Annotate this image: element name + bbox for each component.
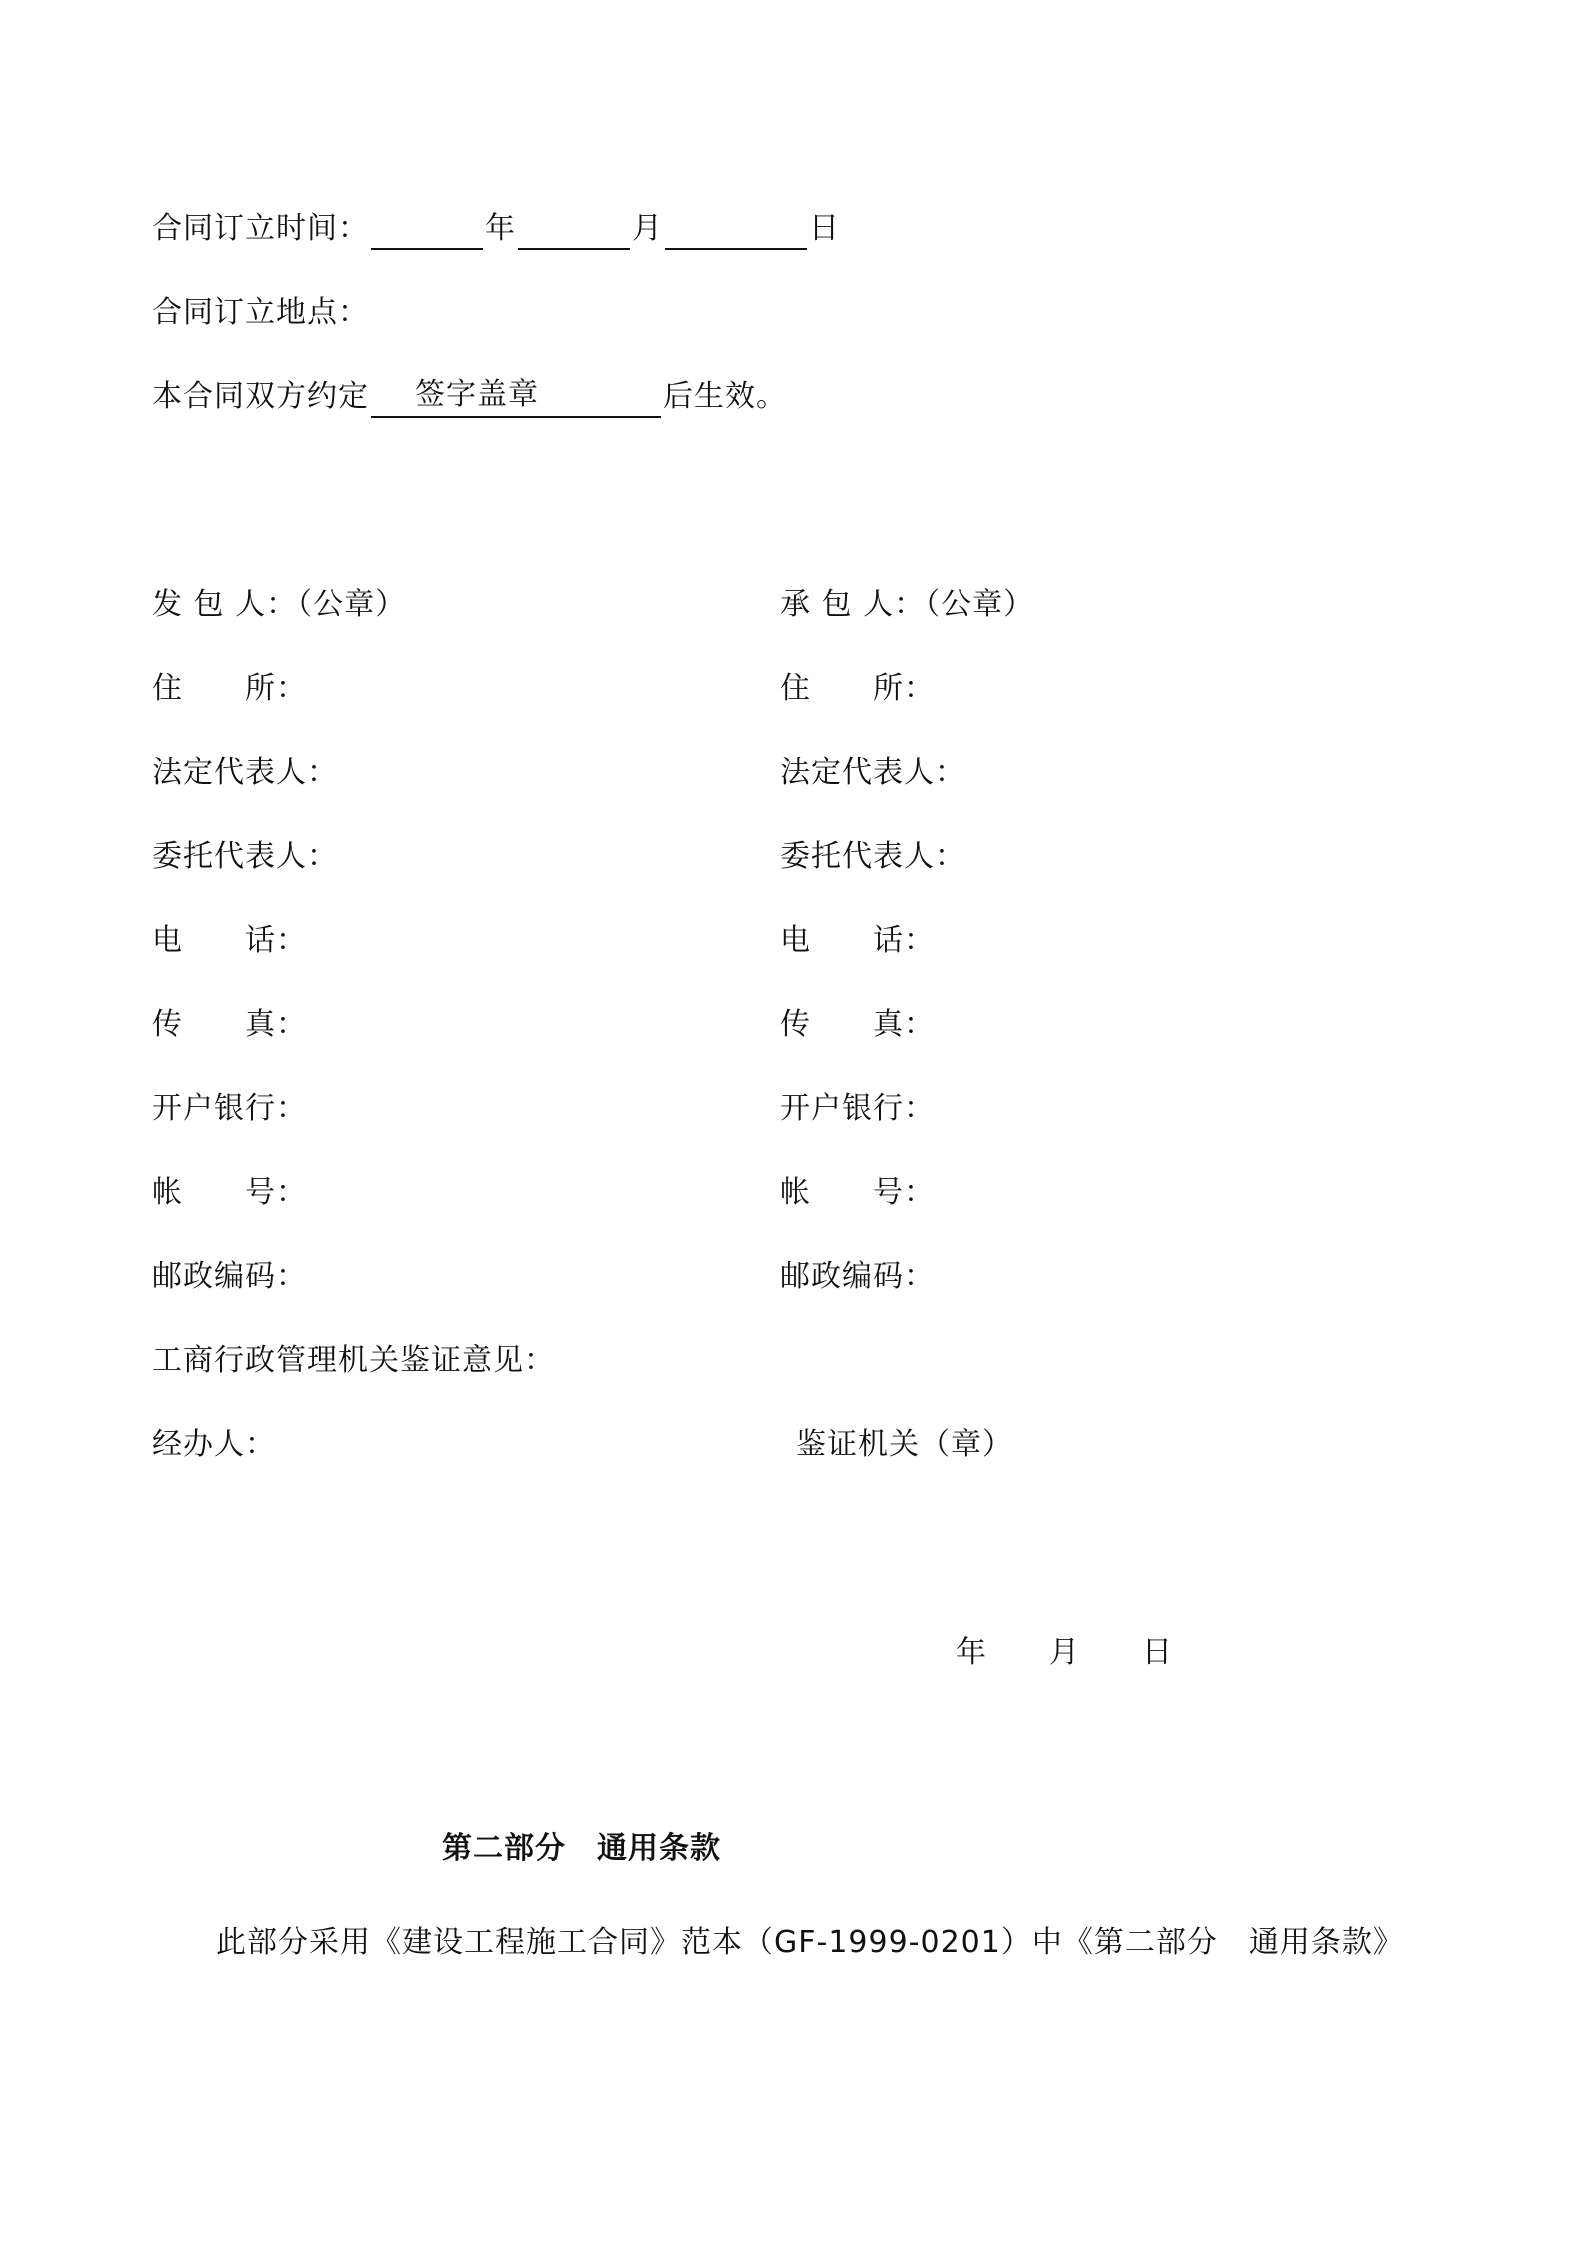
effect-clause — [152, 374, 787, 418]
employer-postcode-label: 邮政编码： — [152, 1259, 307, 1294]
effect-suffix: 后生效。 — [663, 379, 787, 414]
verification-opinion-label: 工商行政管理机关鉴证意见： — [152, 1343, 555, 1378]
contractor-address-label: 住 所： — [780, 671, 935, 706]
day-blank[interactable] — [665, 218, 807, 250]
contractor-party-label: 承 包 人：（公章） — [780, 587, 1035, 622]
verification-date-label: 年 月 日 — [956, 1635, 1173, 1670]
year-blank[interactable] — [371, 218, 483, 250]
employer-legal-rep-label: 法定代表人： — [152, 755, 338, 790]
contractor-agent-label: 委托代表人： — [780, 839, 966, 874]
contractor-bank-label: 开户银行： — [780, 1091, 935, 1126]
year-label: 年 — [485, 211, 516, 246]
part-two-body: 此部分采用《建设工程施工合同》范本（GF-1999-0201）中《第二部分 通用条款》 — [216, 1925, 1404, 1960]
employer-phone-label: 电 话： — [152, 923, 307, 958]
contractor-phone-label: 电 话： — [780, 923, 935, 958]
month-label: 月 — [632, 211, 663, 246]
contractor-legal-rep-label: 法定代表人： — [780, 755, 966, 790]
contractor-postcode-label: 邮政编码： — [780, 1259, 935, 1294]
effect-value: 签字盖章 — [371, 374, 661, 418]
effect-prefix: 本合同双方约定 — [152, 379, 369, 414]
employer-account-label: 帐 号： — [152, 1175, 307, 1210]
employer-bank-label: 开户银行： — [152, 1091, 307, 1126]
part-two-title: 第二部分 通用条款 — [442, 1831, 721, 1866]
signing-date-label: 合同订立时间： — [152, 211, 369, 246]
employer-agent-label: 委托代表人： — [152, 839, 338, 874]
day-label: 日 — [809, 211, 840, 246]
verification-authority-label: 鉴证机关（章） — [796, 1427, 1013, 1462]
signing-date-line — [152, 208, 840, 250]
signing-place-label: 合同订立地点： — [152, 295, 369, 330]
month-blank[interactable] — [518, 218, 630, 250]
employer-party-label: 发 包 人：（公章） — [152, 587, 407, 622]
handler-label: 经办人： — [152, 1427, 276, 1462]
contractor-fax-label: 传 真： — [780, 1007, 935, 1042]
employer-address-label: 住 所： — [152, 671, 307, 706]
contractor-account-label: 帐 号： — [780, 1175, 935, 1210]
employer-fax-label: 传 真： — [152, 1007, 307, 1042]
